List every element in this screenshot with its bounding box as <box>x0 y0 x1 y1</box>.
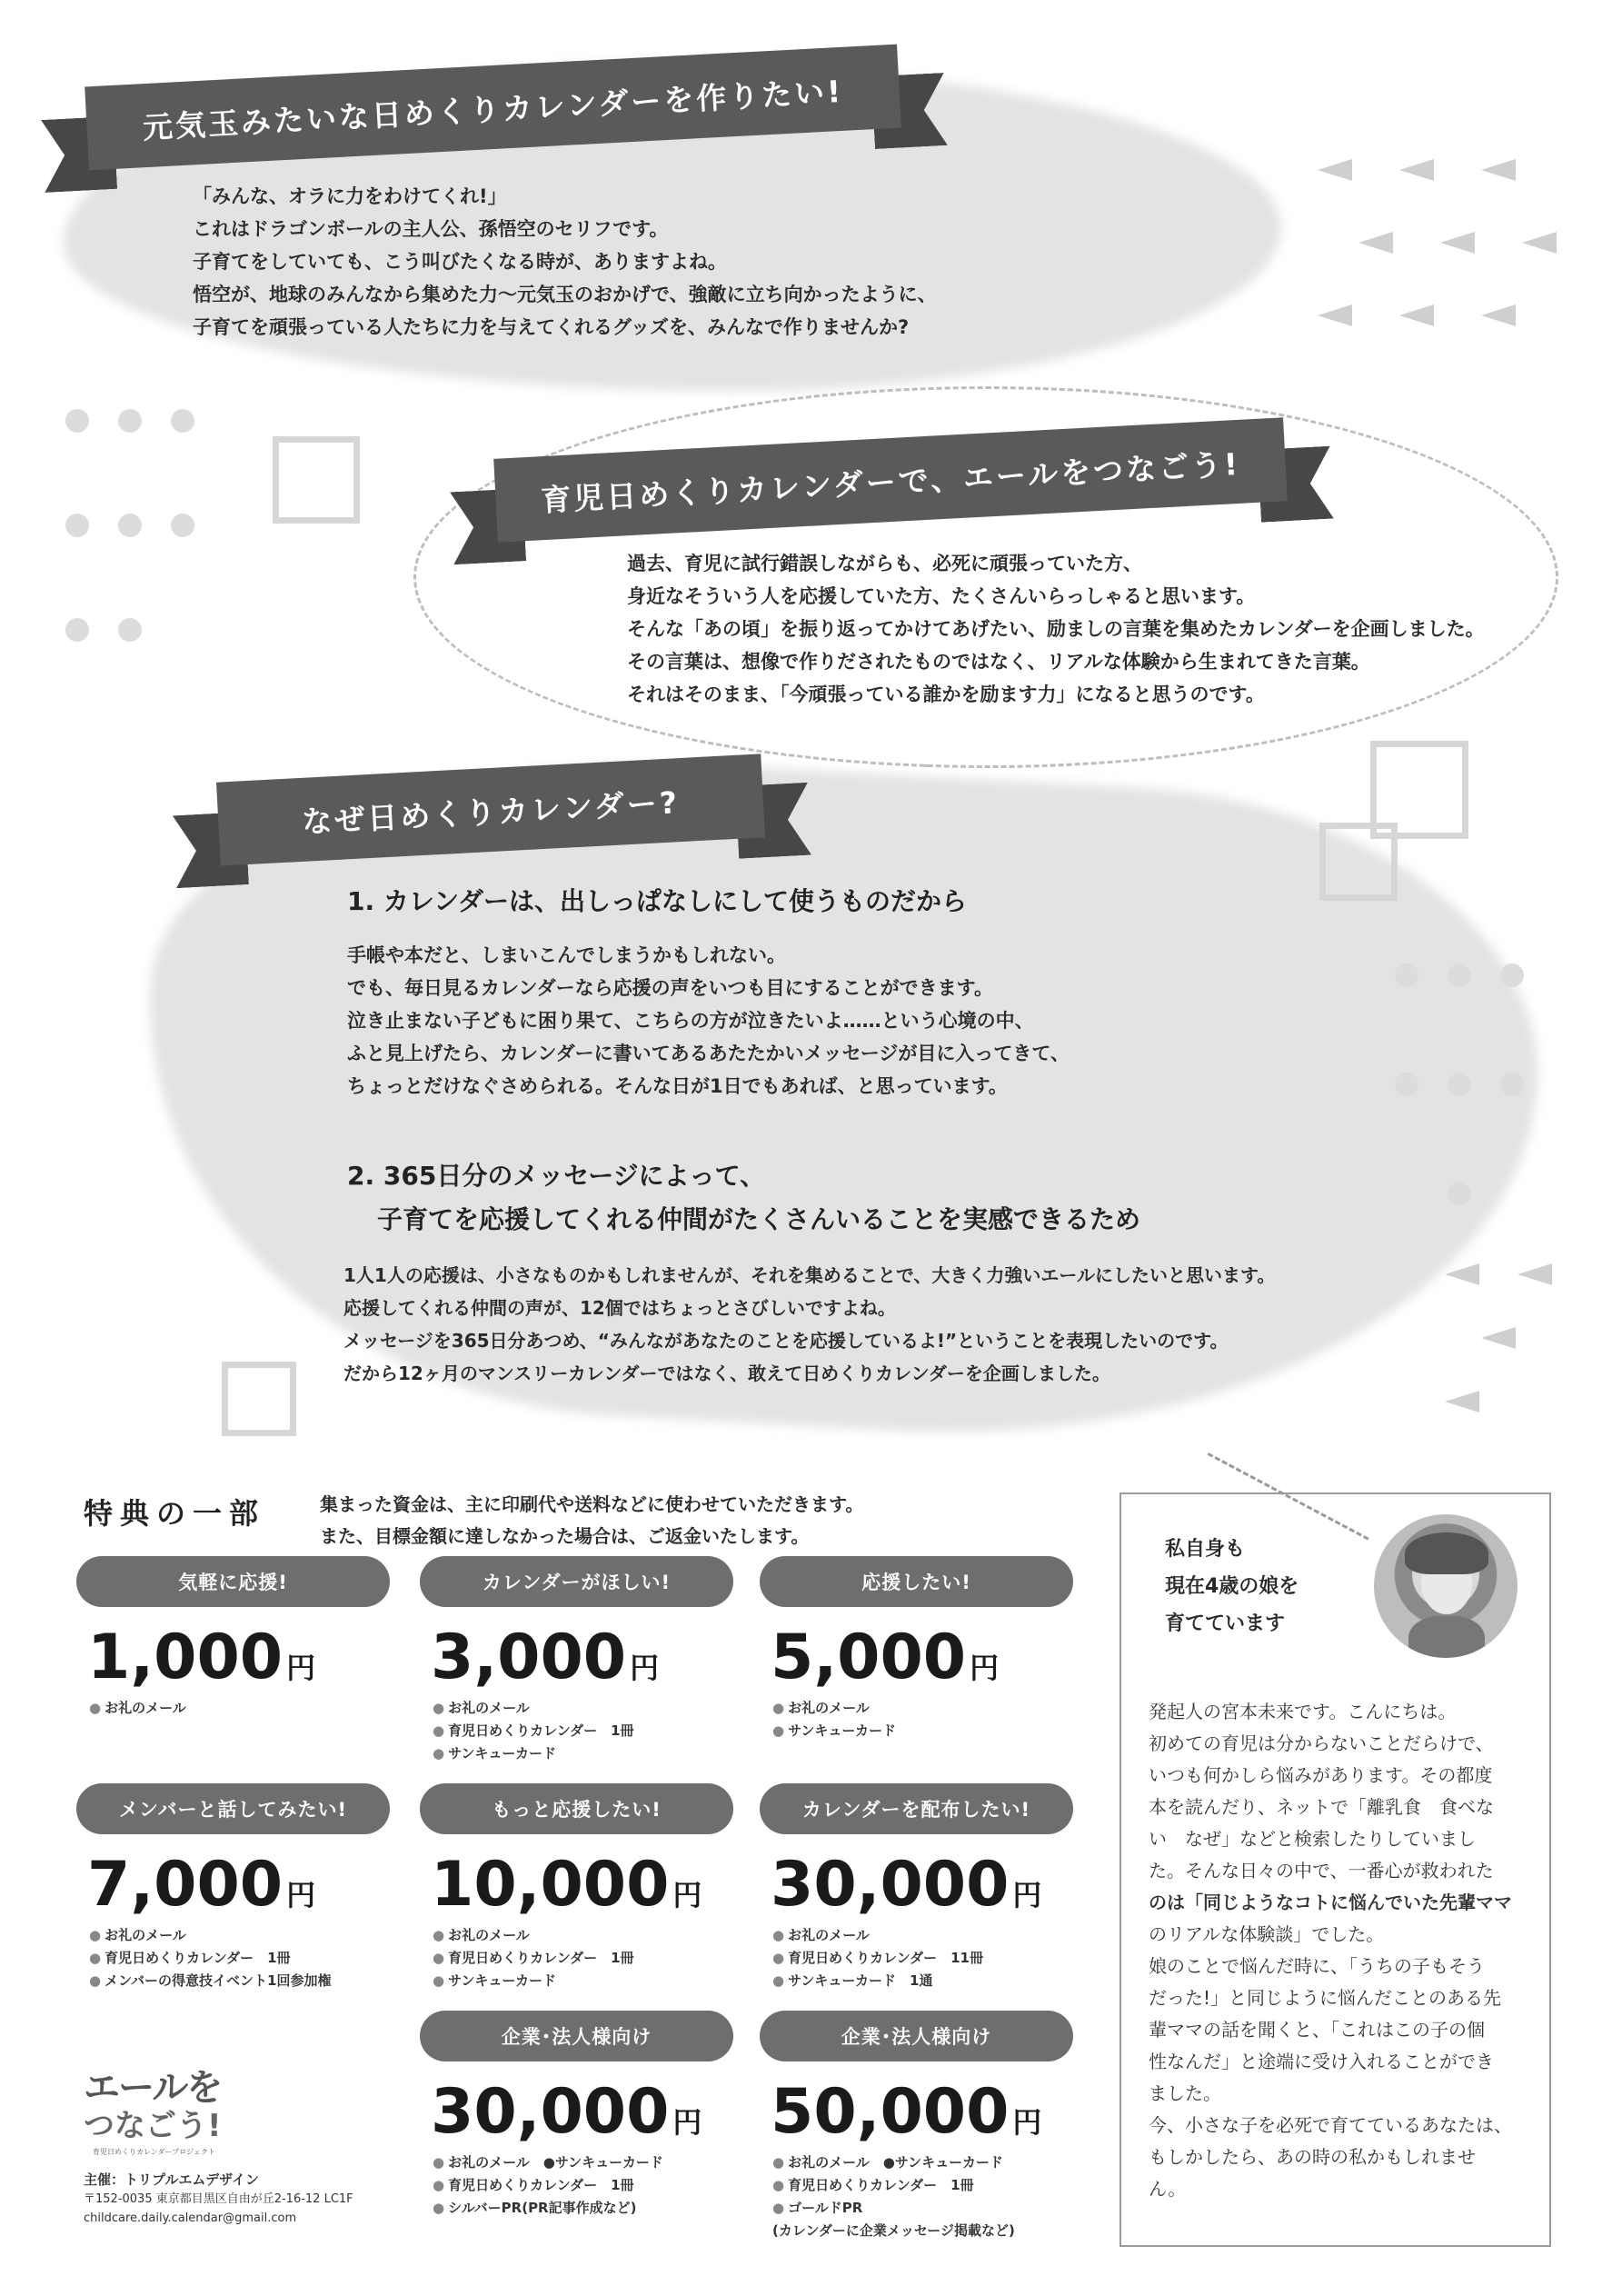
tier-item-text: お礼のメール <box>104 1700 186 1716</box>
tier-price-amount: 30,000 <box>431 2076 670 2148</box>
tier-label: もっと応援したい! <box>420 1783 733 1834</box>
tier-items <box>772 2151 1015 2242</box>
bullet-icon: ● <box>433 2177 445 2193</box>
bullet-icon: ● <box>433 2200 445 2216</box>
tier-item <box>433 1947 634 1970</box>
tier-price-amount: 50,000 <box>771 2076 1010 2148</box>
tier-item <box>433 1697 634 1720</box>
tier-label: カレンダーがほしい! <box>420 1556 733 1607</box>
organizer-label: 主催：トリプルエムデザイン <box>84 2171 260 2188</box>
tier-items <box>89 1697 186 1720</box>
tier-item-text: サンキューカード <box>448 1745 557 1762</box>
square-outline-left <box>273 436 360 524</box>
founder-profile <box>1119 1492 1551 2247</box>
tier-item-text: 育児日めくりカレンダー 1冊 <box>788 2177 974 2193</box>
logo-subtitle: 育児日めくりカレンダープロジェクト <box>93 2148 215 2156</box>
bullet-icon: ● <box>772 1700 785 1716</box>
tier-item-text: メンバーの得意技イベント1回参加権 <box>104 1972 332 1989</box>
tier-item-text: 育児日めくりカレンダー 11冊 <box>788 1950 983 1966</box>
tier-item <box>433 1970 634 1992</box>
point2-heading-line2: 子育てを応援してくれる仲間がたくさんいることを実感できるため <box>377 1204 1141 1234</box>
yen-unit: 円 <box>286 1651 316 1685</box>
bullet-icon: ● <box>433 2154 445 2171</box>
tier-item <box>89 1697 186 1720</box>
tier-item <box>89 1924 331 1947</box>
yen-unit: 円 <box>970 1651 1000 1685</box>
yen-unit: 円 <box>672 1878 702 1912</box>
tier-label: 応援したい! <box>760 1556 1073 1607</box>
tier-item <box>433 1720 634 1742</box>
bullet-icon: ● <box>89 1927 102 1943</box>
organizer-email[interactable]: childcare.daily.calendar@gmail.com <box>84 2211 297 2225</box>
tier-item <box>772 1947 983 1970</box>
tier-item-text: お礼のメール <box>448 1927 530 1943</box>
tier-item-text: お礼のメール <box>788 1927 870 1943</box>
tier-price <box>771 1622 1000 1693</box>
tier-item <box>433 2151 663 2174</box>
tier-item <box>772 2174 1015 2197</box>
tier-item-text: お礼のメール <box>788 1700 870 1716</box>
bullet-icon: ● <box>89 1700 102 1716</box>
yen-unit: 円 <box>1012 2105 1042 2140</box>
bullet-icon: ● <box>89 1950 102 1966</box>
bullet-icon: ● <box>772 1722 785 1739</box>
tier-item <box>89 1970 331 1992</box>
tier-price <box>771 1849 1042 1921</box>
tier-price-amount: 30,000 <box>771 1849 1010 1921</box>
tier-price-amount: 5,000 <box>771 1622 967 1693</box>
tier-label: メンバーと話してみたい! <box>76 1783 390 1834</box>
tier-price <box>87 1622 316 1693</box>
tier-items <box>772 1697 896 1742</box>
tier-label: カレンダーを配布したい! <box>760 1783 1073 1834</box>
tier-items <box>433 1697 634 1765</box>
point1-text: 手帳や本だと、しまいこんでしまうかもしれない。 でも、毎日見るカレンダーなら応援の声をいつも目にすることができます。 泣き止まない子どもに困り果て、こちらの方が泣きたいよ……という心境の中、 ふと見上げたら、カレンダーに書いてあるあたたかいメッセージが目に入ってきて、 ちょっとだけなぐさめられる。そんな日が1日でもあれば、と思っています。 <box>347 944 1070 1097</box>
bullet-icon: ● <box>772 2200 785 2216</box>
tier-label: 企業･法人様向け <box>760 2011 1073 2061</box>
tier-item-text: お礼のメール ●サンキューカード <box>788 2154 1003 2171</box>
bullet-icon: ● <box>772 1950 785 1966</box>
tier-items <box>89 1924 331 1992</box>
bullet-icon: ● <box>433 1950 445 1966</box>
tier-item <box>433 1924 634 1947</box>
section1-title: 元気玉みたいな日めくりカレンダーを作りたい! <box>85 45 901 171</box>
tier-item-text: 育児日めくりカレンダー 1冊 <box>104 1950 291 1966</box>
bullet-icon: ● <box>433 1700 445 1716</box>
section2-text: 過去、育児に試行錯誤しながらも、必死に頑張っていた方、 身近なそういう人を応援していた方、たくさんいらっしゃると思います。 そんな「あの頃」を振り返ってかけてあげたい、励ましの言葉を集めたカレンダーを企画しました。 その言葉は、想像で作りだされたものではなく、リアルな体験から生まれてきた言葉。 それはそのまま、「今頑張っている誰かを励ます力」になると思うのです。 <box>627 553 1485 705</box>
profile-text: 発起人の宮本未来です。こんにちは。 初めての育児は分からないことだらけで、 いつも何かしら悩みがあります。その都度 本を読んだり、ネットで「離乳食 食べな い なぜ」などと検索したりしていまし た。そんな日々の中で、一番心が救われた のは「同じようなコトに悩んでいた先輩ママ のリアルな体験談」でした。 娘のことで悩んだ時に、「うちの子もそう だった!」と同じように悩んだことのある先 輩ママの話を聞くと、「これはこの子の個 性なんだ」と途端に受け入れることができ ました。 今、小さな子を必死で育てているあなたは、 もしかしたら、あの時の私かもしれませ ん。 <box>1149 1701 1512 2200</box>
bullet-icon: ● <box>772 2177 785 2193</box>
bullet-icon: ● <box>433 1745 445 1762</box>
tier-item-text: サンキューカード <box>448 1972 557 1989</box>
section3-title: なぜ日めくりカレンダー? <box>216 754 765 865</box>
rewards-note: 集まった資金は、主に印刷代や送料などに使わせていただきます。 また、目標金額に達しなかった場合は、ご返金いたします。 <box>320 1493 864 1547</box>
tier-item-text: お礼のメール ●サンキューカード <box>448 2154 663 2171</box>
tier-label: 企業･法人様向け <box>420 2011 733 2061</box>
point1-heading: 1. カレンダーは、出しっぱなしにして使うものだから <box>347 886 968 916</box>
point2-heading-line1: 2. 365日分のメッセージによって、 <box>347 1161 766 1191</box>
tier-item <box>772 1697 896 1720</box>
tier-price-amount: 7,000 <box>87 1849 284 1921</box>
square-outline-right-2 <box>1319 823 1398 901</box>
tier-item <box>433 2197 663 2220</box>
logo-line1: エールを <box>84 2067 222 2109</box>
tier-item <box>772 1970 983 1992</box>
square-outline-bottom <box>222 1362 296 1436</box>
tier-price <box>431 1622 660 1693</box>
tier-price <box>431 2076 702 2148</box>
yen-unit: 円 <box>1012 1878 1042 1912</box>
yen-unit: 円 <box>286 1878 316 1912</box>
tier-item <box>89 1947 331 1970</box>
tier-item-text: ゴールドPR <box>788 2200 863 2216</box>
bullet-icon: ● <box>433 1972 445 1989</box>
tier-price <box>87 1849 316 1921</box>
tier-item-text: 育児日めくりカレンダー 1冊 <box>448 2177 634 2193</box>
bullet-icon: ● <box>772 1972 785 1989</box>
tier-item <box>433 1742 634 1765</box>
tier-item <box>433 2174 663 2197</box>
tier-items <box>772 1924 983 1992</box>
bullet-icon: ● <box>772 2154 785 2171</box>
tier-item-text: 育児日めくりカレンダー 1冊 <box>448 1722 634 1739</box>
section2-title: 育児日めくりカレンダーで、エールをつなごう! <box>493 417 1288 542</box>
rewards-title: 特典の一部 <box>84 1496 266 1531</box>
section1-text: 「みんな、オラに力をわけてくれ!」 これはドラゴンボールの主人公、孫悟空のセリフです。 子育てをしていても、こう叫びたくなる時が、ありますよね。 悟空が、地球のみんなから集めた力〜元気玉のおかげで、強敵に立ち向かったように、 子育てを頑張っている人たちに力を与えてくれるグッズを、みんなで作りませんか? <box>193 185 937 338</box>
tier-item-text: シルバーPR(PR記事作成など) <box>448 2200 637 2216</box>
organizer-info <box>84 2171 353 2228</box>
project-logo <box>84 2068 229 2157</box>
point2-text: 1人1人の応援は、小さなものかもしれませんが、それを集めることで、大きく力強いエールにしたいと思います。 応援してくれる仲間の声が、12個ではちょっとさびしいですよね。 メッセージを365日分あつめ、“みんながあなたのことを応援しているよ!”ということを表現したいのです。 だから12ヶ月のマンスリーカレンダーではなく、敢えて日めくりカレンダーを企画しました。 <box>343 1264 1276 1384</box>
tier-item-text: サンキューカード 1通 <box>788 1972 933 1989</box>
tier-item <box>772 1924 983 1947</box>
tier-item <box>772 2220 1015 2242</box>
tier-item <box>772 2197 1015 2220</box>
tier-items <box>433 2151 663 2220</box>
yen-unit: 円 <box>672 2105 702 2140</box>
tier-item <box>772 1720 896 1742</box>
tier-price <box>431 1849 702 1921</box>
organizer-address: 〒152-0035 東京都目黒区自由が丘2-16-12 LC1F <box>84 2192 353 2206</box>
logo-line2: つなごう! <box>84 2108 222 2144</box>
tier-item <box>772 2151 1015 2174</box>
founder-avatar <box>1374 1514 1518 1658</box>
tier-label: 気軽に応援! <box>76 1556 390 1607</box>
tier-price-amount: 3,000 <box>431 1622 627 1693</box>
tier-price-amount: 10,000 <box>431 1849 670 1921</box>
tier-item-text: お礼のメール <box>104 1927 186 1943</box>
bullet-icon: ● <box>433 1722 445 1739</box>
bullet-icon: ● <box>89 1972 102 1989</box>
tier-items <box>433 1924 634 1992</box>
tier-price-amount: 1,000 <box>87 1622 284 1693</box>
tier-item-text: 育児日めくりカレンダー 1冊 <box>448 1950 634 1966</box>
tier-item-text: サンキューカード <box>788 1722 897 1739</box>
bullet-icon: ● <box>433 1927 445 1943</box>
tier-price <box>771 2076 1042 2148</box>
tier-item-text: (カレンダーに企業メッセージ掲載など) <box>772 2222 1015 2239</box>
tier-item-text: お礼のメール <box>448 1700 530 1716</box>
profile-heading: 私自身も 現在4歳の娘を 育てています <box>1165 1538 1299 1635</box>
yen-unit: 円 <box>630 1651 660 1685</box>
bullet-icon: ● <box>772 1927 785 1943</box>
